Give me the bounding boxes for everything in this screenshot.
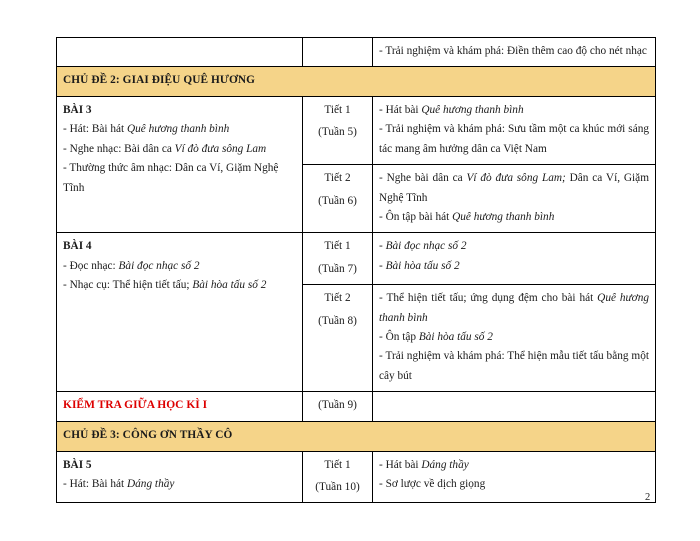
text-segment: Quê hương thanh bình bbox=[421, 103, 524, 116]
text-line bbox=[63, 237, 296, 256]
period-cell bbox=[303, 451, 373, 503]
lesson-cell bbox=[57, 451, 303, 503]
activity-cell bbox=[373, 451, 656, 503]
theme-banner-label: CHỦ ĐỀ 2: GIAI ĐIỆU QUÊ HƯƠNG bbox=[57, 67, 656, 96]
period-line: (Tuần 8) bbox=[318, 314, 357, 327]
text-segment: - Hát bài bbox=[379, 103, 422, 116]
text-segment: - Nghe bài dân ca bbox=[379, 172, 467, 185]
text-line bbox=[63, 257, 296, 276]
text-segment: - bbox=[379, 259, 386, 272]
text-segment: BÀI 5 bbox=[63, 458, 92, 471]
period-line: (Tuần 9) bbox=[318, 399, 357, 412]
text-segment: Dáng thầy bbox=[127, 477, 175, 490]
text-line bbox=[379, 347, 649, 386]
text-line bbox=[379, 456, 649, 475]
exam-row bbox=[57, 392, 656, 422]
period-line: Tiết 1 bbox=[324, 240, 351, 253]
text-segment: - Trải nghiệm và khám phá: Thể hiện mẫu tiết tấu bằng một cây bút bbox=[379, 350, 649, 382]
text-segment: BÀI 3 bbox=[63, 103, 92, 116]
period-line: (Tuần 5) bbox=[318, 126, 357, 139]
activity-cell bbox=[373, 38, 656, 67]
period-line: (Tuần 7) bbox=[318, 262, 357, 275]
text-segment: KIỂM TRA GIỮA HỌC KÌ I bbox=[63, 399, 208, 412]
lesson-row bbox=[57, 38, 656, 67]
text-segment: - Hát: Bài hát bbox=[63, 477, 127, 490]
text-line bbox=[63, 456, 296, 475]
text-segment: Bài hòa tấu số 2 bbox=[192, 279, 267, 292]
lesson-row bbox=[57, 96, 656, 164]
lesson-cell bbox=[57, 38, 303, 67]
page-number: 2 bbox=[645, 492, 651, 503]
text-segment: Quê hương thanh bình bbox=[127, 123, 230, 136]
text-segment: Bài đọc nhạc số 2 bbox=[385, 240, 467, 253]
text-segment: - Nghe nhạc: Bài dân ca bbox=[63, 142, 175, 155]
activity-cell bbox=[373, 96, 656, 164]
text-line bbox=[63, 140, 296, 159]
text-segment: - Thường thức âm nhạc: Dân ca Ví, Giặm Nghệ Tĩnh bbox=[63, 162, 279, 194]
lesson-cell bbox=[57, 96, 303, 233]
text-line bbox=[379, 328, 649, 347]
lesson-row bbox=[57, 451, 656, 503]
activity-cell bbox=[373, 233, 656, 285]
schedule-table-body bbox=[57, 38, 656, 503]
period-line: Tiết 1 bbox=[324, 458, 351, 471]
text-segment: Quê hương thanh bình bbox=[452, 210, 555, 223]
period-line: (Tuần 10) bbox=[315, 480, 360, 493]
text-segment: - Thể hiện tiết tấu; ứng dụng đệm cho bài hát bbox=[379, 292, 598, 305]
text-line bbox=[379, 169, 649, 208]
text-segment: Bài đọc nhạc số 2 bbox=[118, 259, 200, 272]
period-cell bbox=[303, 38, 373, 67]
text-segment: BÀI 4 bbox=[63, 240, 92, 253]
text-line bbox=[63, 120, 296, 139]
text-segment: Bài hòa tấu số 2 bbox=[418, 331, 493, 344]
theme-banner-label: CHỦ ĐỀ 3: CÔNG ƠN THẦY CÔ bbox=[57, 422, 656, 451]
period-line: Tiết 2 bbox=[324, 292, 351, 305]
period-cell bbox=[303, 96, 373, 164]
text-segment: - Trải nghiệm và khám phá: Sưu tầm một ca khúc mới sáng tác mang âm hưởng dân ca Việt Nam bbox=[379, 123, 649, 155]
text-segment: - Ôn tập bài hát bbox=[379, 210, 453, 223]
lesson-cell bbox=[57, 392, 303, 422]
text-segment: - Hát bài bbox=[379, 458, 422, 471]
text-line bbox=[379, 42, 649, 61]
text-segment: Ví đò đưa sông Lam; bbox=[466, 172, 566, 185]
text-line bbox=[379, 475, 649, 494]
text-line bbox=[379, 120, 649, 159]
period-cell bbox=[303, 233, 373, 285]
period-line: Tiết 2 bbox=[324, 172, 351, 185]
period-cell bbox=[303, 285, 373, 392]
curriculum-schedule-table bbox=[56, 37, 656, 503]
text-segment: Bài hòa tấu số 2 bbox=[385, 259, 460, 272]
lesson-row bbox=[57, 233, 656, 285]
activity-cell bbox=[373, 392, 656, 422]
text-segment: - Hát: Bài hát bbox=[63, 123, 127, 136]
text-segment: Quê hương thanh bình bbox=[379, 292, 650, 324]
text-segment: - Trải nghiệm và khám phá: Điền thêm cao độ cho nét nhạc bbox=[379, 45, 647, 57]
text-segment: - Ôn tập bbox=[379, 331, 419, 344]
text-line bbox=[63, 159, 296, 198]
period-cell bbox=[303, 165, 373, 233]
text-segment: Ví đò đưa sông Lam bbox=[174, 142, 267, 155]
text-line bbox=[379, 101, 649, 120]
period-cell bbox=[303, 392, 373, 422]
text-line bbox=[63, 276, 296, 295]
text-line bbox=[379, 257, 649, 276]
text-segment: - Nhạc cụ: Thể hiện tiết tấu; bbox=[63, 279, 193, 292]
text-line bbox=[63, 475, 296, 494]
theme-banner-row bbox=[57, 422, 656, 451]
activity-cell bbox=[373, 165, 656, 233]
activity-cell bbox=[373, 285, 656, 392]
period-line: Tiết 1 bbox=[324, 103, 351, 116]
text-line bbox=[379, 208, 649, 227]
text-segment: - Đọc nhạc: bbox=[63, 259, 119, 272]
text-line bbox=[379, 237, 649, 256]
theme-banner-row bbox=[57, 67, 656, 96]
text-segment: Dáng thầy bbox=[421, 458, 469, 471]
text-segment: - bbox=[379, 240, 386, 253]
period-line: (Tuần 6) bbox=[318, 194, 357, 207]
text-line bbox=[63, 101, 296, 120]
text-segment: - Sơ lược về dịch giọng bbox=[379, 477, 486, 490]
text-line bbox=[379, 289, 649, 328]
lesson-cell bbox=[57, 233, 303, 392]
text-segment: Dân ca Ví, Giặm Nghệ Tĩnh bbox=[379, 172, 649, 204]
text-line bbox=[63, 396, 296, 416]
